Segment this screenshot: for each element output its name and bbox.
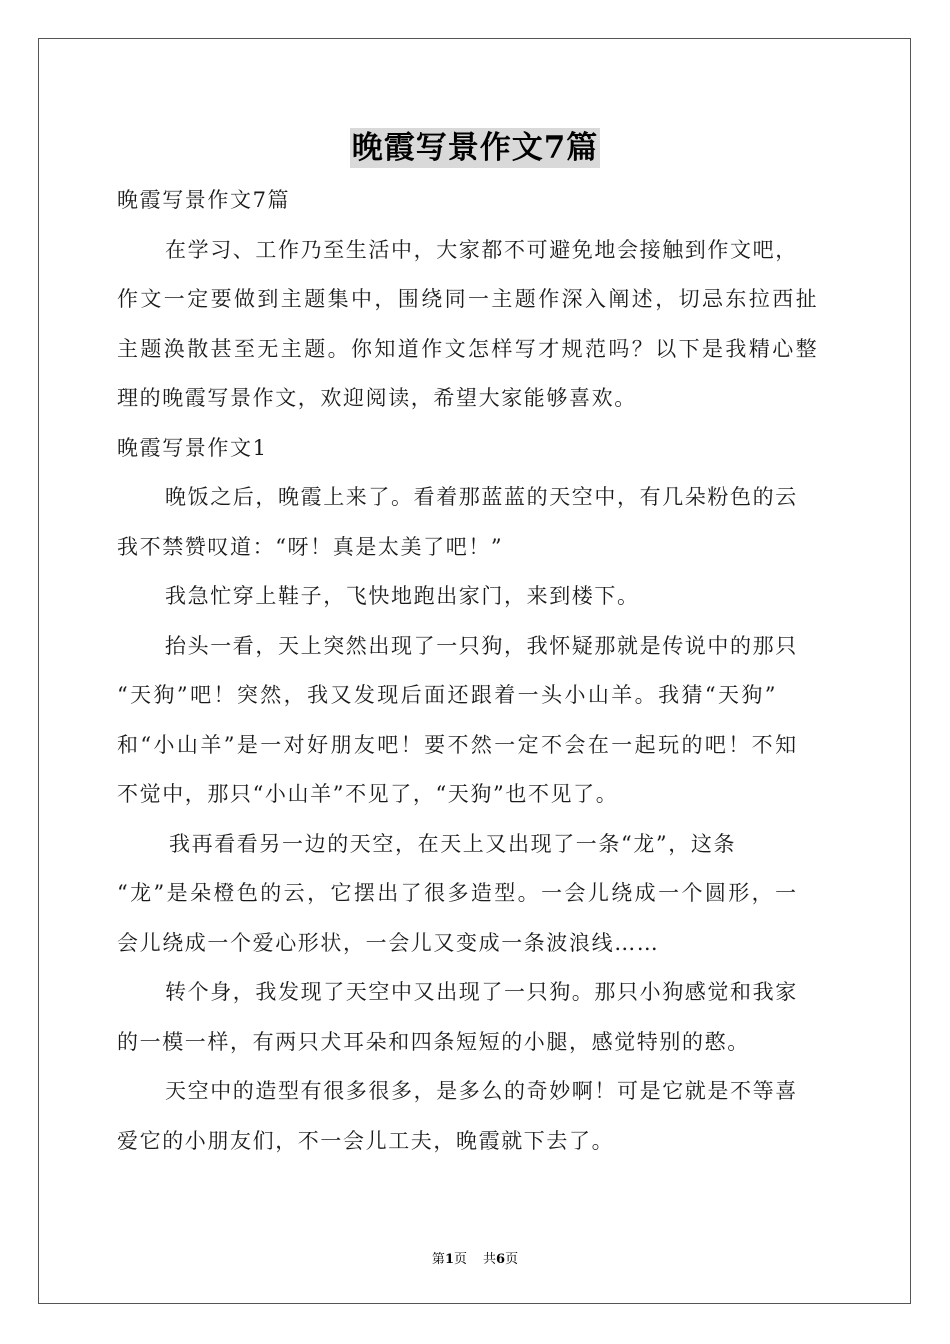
paragraph-line: “天狗”吧！突然，我又发现后面还跟着一头小山羊。我猜“天狗” <box>117 683 778 707</box>
document-body <box>117 176 833 1166</box>
page-number: 1 <box>444 1252 454 1267</box>
paragraph-line: 抬头一看，天上突然出现了一只狗，我怀疑那就是传说中的那只 <box>165 633 798 658</box>
paragraph-line: 会儿绕成一个爱心形状，一会儿又变成一条波浪线…… <box>117 930 660 955</box>
section-heading: 晚霞写景作文1 <box>117 435 268 460</box>
title-container <box>0 128 950 168</box>
page-suffix: 页 <box>453 1252 467 1267</box>
paragraph-line: 的一模一样，有两只犬耳朵和四条短短的小腿，感觉特别的憨。 <box>117 1029 750 1054</box>
paragraph-line: 爱它的小朋友们，不一会儿工夫，晚霞就下去了。 <box>117 1128 615 1153</box>
paragraph-line: 天空中的造型有很多很多，是多么的奇妙啊！可是它就是不等喜 <box>165 1079 798 1103</box>
paragraph-line: 在学习、工作乃至生活中，大家都不可避免地会接触到作文吧， <box>165 237 798 262</box>
paragraph-line: 主题涣散甚至无主题。你知道作文怎样写才规范吗？以下是我精心整 <box>117 336 819 361</box>
subtitle-line: 晚霞写景作文7篇 <box>117 188 291 212</box>
page-prefix: 第 <box>431 1252 445 1267</box>
paragraph-line: 和“小山羊”是一对好朋友吧！要不然一定不会在一起玩的吧！不知 <box>117 732 799 757</box>
total-pages: 6 <box>496 1252 506 1267</box>
paragraph-line: 转个身，我发现了天空中又出现了一只狗。那只小狗感觉和我家 <box>165 980 798 1004</box>
paragraph-line: 我再看看另一边的天空，在天上又出现了一条“龙”，这条 <box>169 831 737 856</box>
page-footer <box>0 1248 950 1267</box>
document-title: 晚霞写景作文7篇 <box>351 130 599 166</box>
paragraph-line: 晚饭之后，晚霞上来了。看着那蓝蓝的天空中，有几朵粉色的云 <box>165 485 798 509</box>
paragraph-line: 我不禁赞叹道：“呀！真是太美了吧！” <box>117 534 504 559</box>
paragraph-line: “龙”是朵橙色的云，它摆出了很多造型。一会儿绕成一个圆形，一 <box>117 881 799 905</box>
paragraph-line: 作文一定要做到主题集中，围绕同一主题作深入阐述，切忌东拉西扯 <box>117 287 819 311</box>
paragraph-line: 我急忙穿上鞋子，飞快地跑出家门，来到楼下。 <box>165 584 640 608</box>
total-prefix: 共 <box>483 1252 497 1267</box>
total-suffix: 页 <box>505 1252 519 1267</box>
paragraph-line: 不觉中，那只“小山羊”不见了，“天狗”也不见了。 <box>117 782 619 806</box>
paragraph-line: 理的晚霞写景作文，欢迎阅读，希望大家能够喜欢。 <box>117 386 637 410</box>
